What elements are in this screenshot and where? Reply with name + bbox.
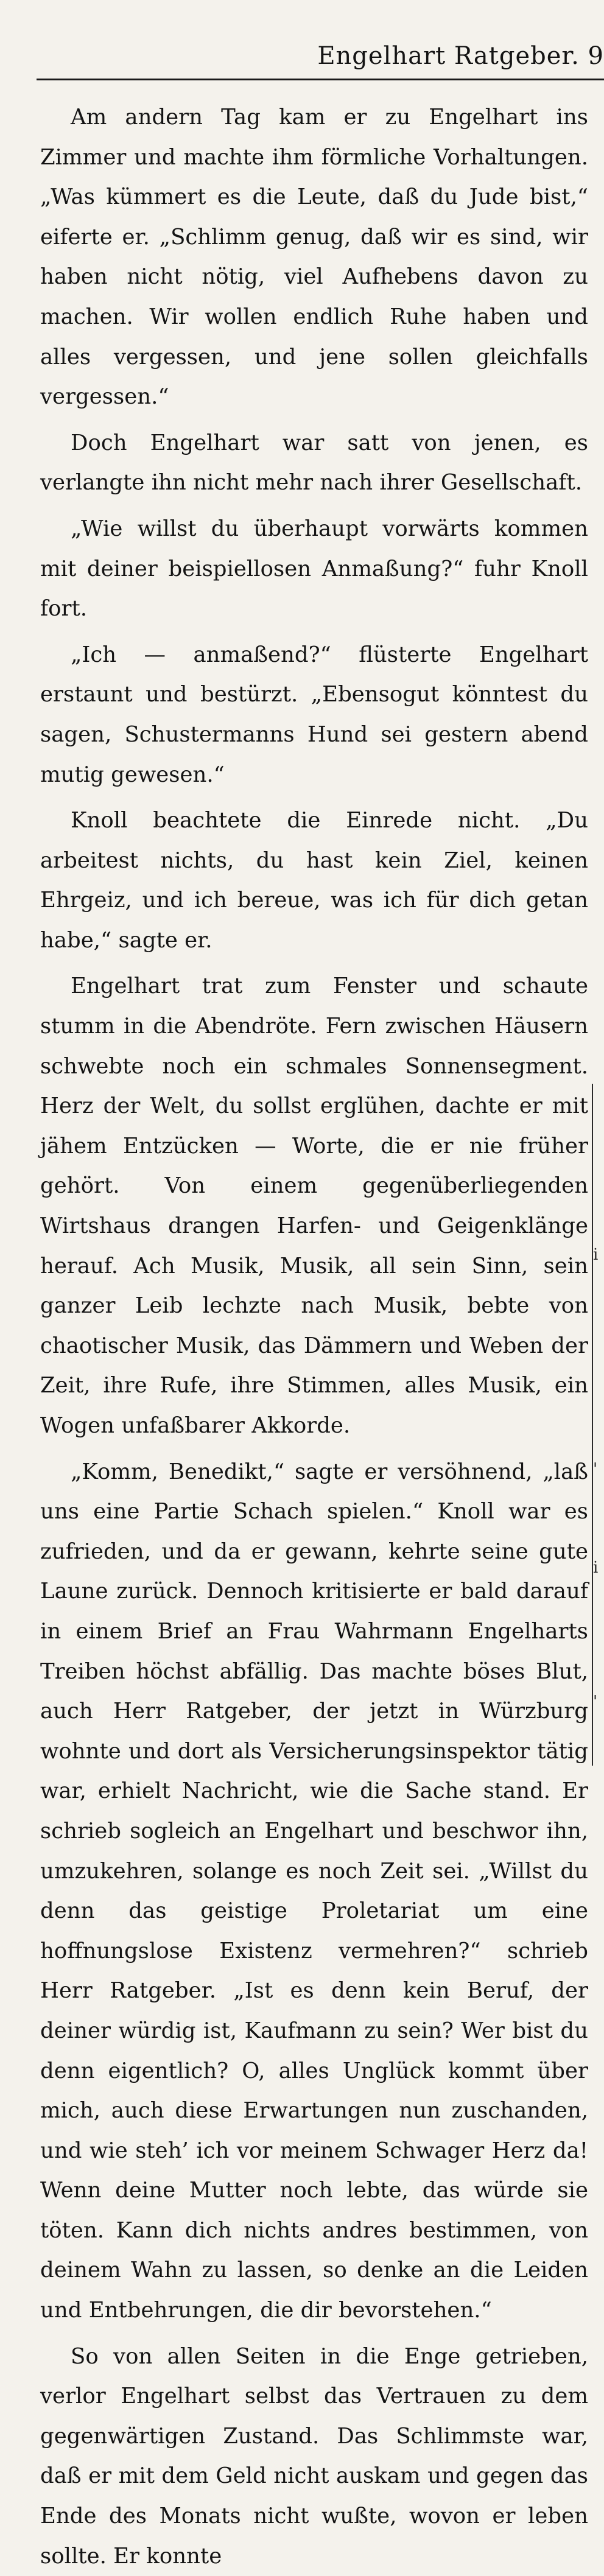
text-column bbox=[40, 97, 588, 2576]
paragraph: Knoll beachtete die Einrede nicht. „Du arbeitest nichts, du hast kein Ziel, keinen Ehrgeiz, und ich bereue, was ich für dich getan habe,“ sagte er. bbox=[40, 808, 588, 953]
paragraph: Am andern Tag kam er zu Engelhart ins Zimmer und machte ihm förmliche Vorhaltungen. „Was kümmert es die Leute, daß du Jude bist,“ eiferte er. „Schlimm genug, daß wir es sind, wir haben nicht nötig, viel Aufhebens davon zu machen. Wir wollen endlich Ruhe haben und alles vergessen, und jene sollen gleichfalls vergessen.“ bbox=[40, 105, 588, 410]
paragraph: Doch Engelhart war satt von jenen, es verlangte ihn nicht mehr nach ihrer Gesellschaft. bbox=[40, 430, 588, 496]
paragraph: So von allen Seiten in die Enge getrieben, verlor Engelhart selbst das Vertrauen zu dem gegenwärtigen Zustand. Das Schlimmste war, daß er mit dem Geld nicht auskam und gegen das Ende des Monats nicht wußte, wovon er leben sollte. Er konnte bbox=[40, 2343, 588, 2569]
adjacent-column-fragment: ' bbox=[593, 1693, 598, 1711]
running-head: Engelhart Ratgeber. 9 bbox=[317, 42, 604, 70]
paragraph: Engelhart trat zum Fenster und schaute stumm in die Abendröte. Fern zwischen Häusern schwebte noch ein schmales Sonnensegment. Herz der Welt, du sollst erglühen, dachte er mit jähem Entzücken — Worte, die er nie früher gehört. Von einem gegenüberliegenden Wirtshaus drangen Harfen- und Geigenklänge herauf. Ach Musik, Musik, all sein Sinn, sein ganzer Leib lechzte nach Musik, bebte von chaotischer Musik, das Dämmern und Weben der Zeit, ihre Rufe, ihre Stimmen, alles Musik, ein Wogen unfaßbarer Akkorde. bbox=[40, 974, 588, 1438]
adjacent-column-fragment: ' bbox=[593, 1460, 598, 1478]
adjacent-column-rule bbox=[592, 1084, 593, 1766]
adjacent-column-fragment: i bbox=[593, 1559, 599, 1577]
paragraph: „Wie willst du überhaupt vorwärts kommen mit deiner beispiellosen Anmaßung?“ fuhr Knoll fort. bbox=[40, 516, 588, 622]
paragraph: „Ich — anmaßend?“ flüsterte Engelhart erstaunt und bestürzt. „Ebensogut könntest du sagen, Schustermanns Hund sei gestern abend mutig gewesen.“ bbox=[40, 642, 588, 787]
page-header bbox=[37, 38, 604, 80]
header-rule bbox=[37, 79, 604, 80]
paragraph: „Komm, Benedikt,“ sagte er versöhnend, „laß uns eine Partie Schach spielen.“ Knoll war es zufrieden, und da er gewann, kehrte seine gute Laune zurück. Dennoch kritisierte er bald darauf in einem Brief an Frau Wahrmann Engelharts Treiben höchst abfällig. Das machte böses Blut, auch Herr Ratgeber, der jetzt in Würzburg wohnte und dort als Versicherungsinspektor tätig war, erhielt Nachricht, wie die Sache stand. Er schrieb sogleich an Engelhart und beschwor ihn, umzukehren, solange es noch Zeit sei. „Willst du denn das geistige Proletariat um eine hoffnungslose Existenz vermehren?“ schrieb Herr Ratgeber. „Ist es denn kein Beruf, der deiner würdig ist, Kaufmann zu sein? Wer bist du denn eigentlich? O, alles Unglück kommt über mich, auch diese Erwartungen nun zuschanden, und wie steh’ ich vor meinem Schwager Herz da! Wenn deine Mutter noch lebte, das würde sie töten. Kann dich nichts andres bestimmen, von deinem Wahn zu lassen, so denke an die Leiden und Entbehrungen, die dir bevorstehen.“ bbox=[40, 1459, 588, 2323]
adjacent-column-fragment: i bbox=[593, 1246, 599, 1264]
